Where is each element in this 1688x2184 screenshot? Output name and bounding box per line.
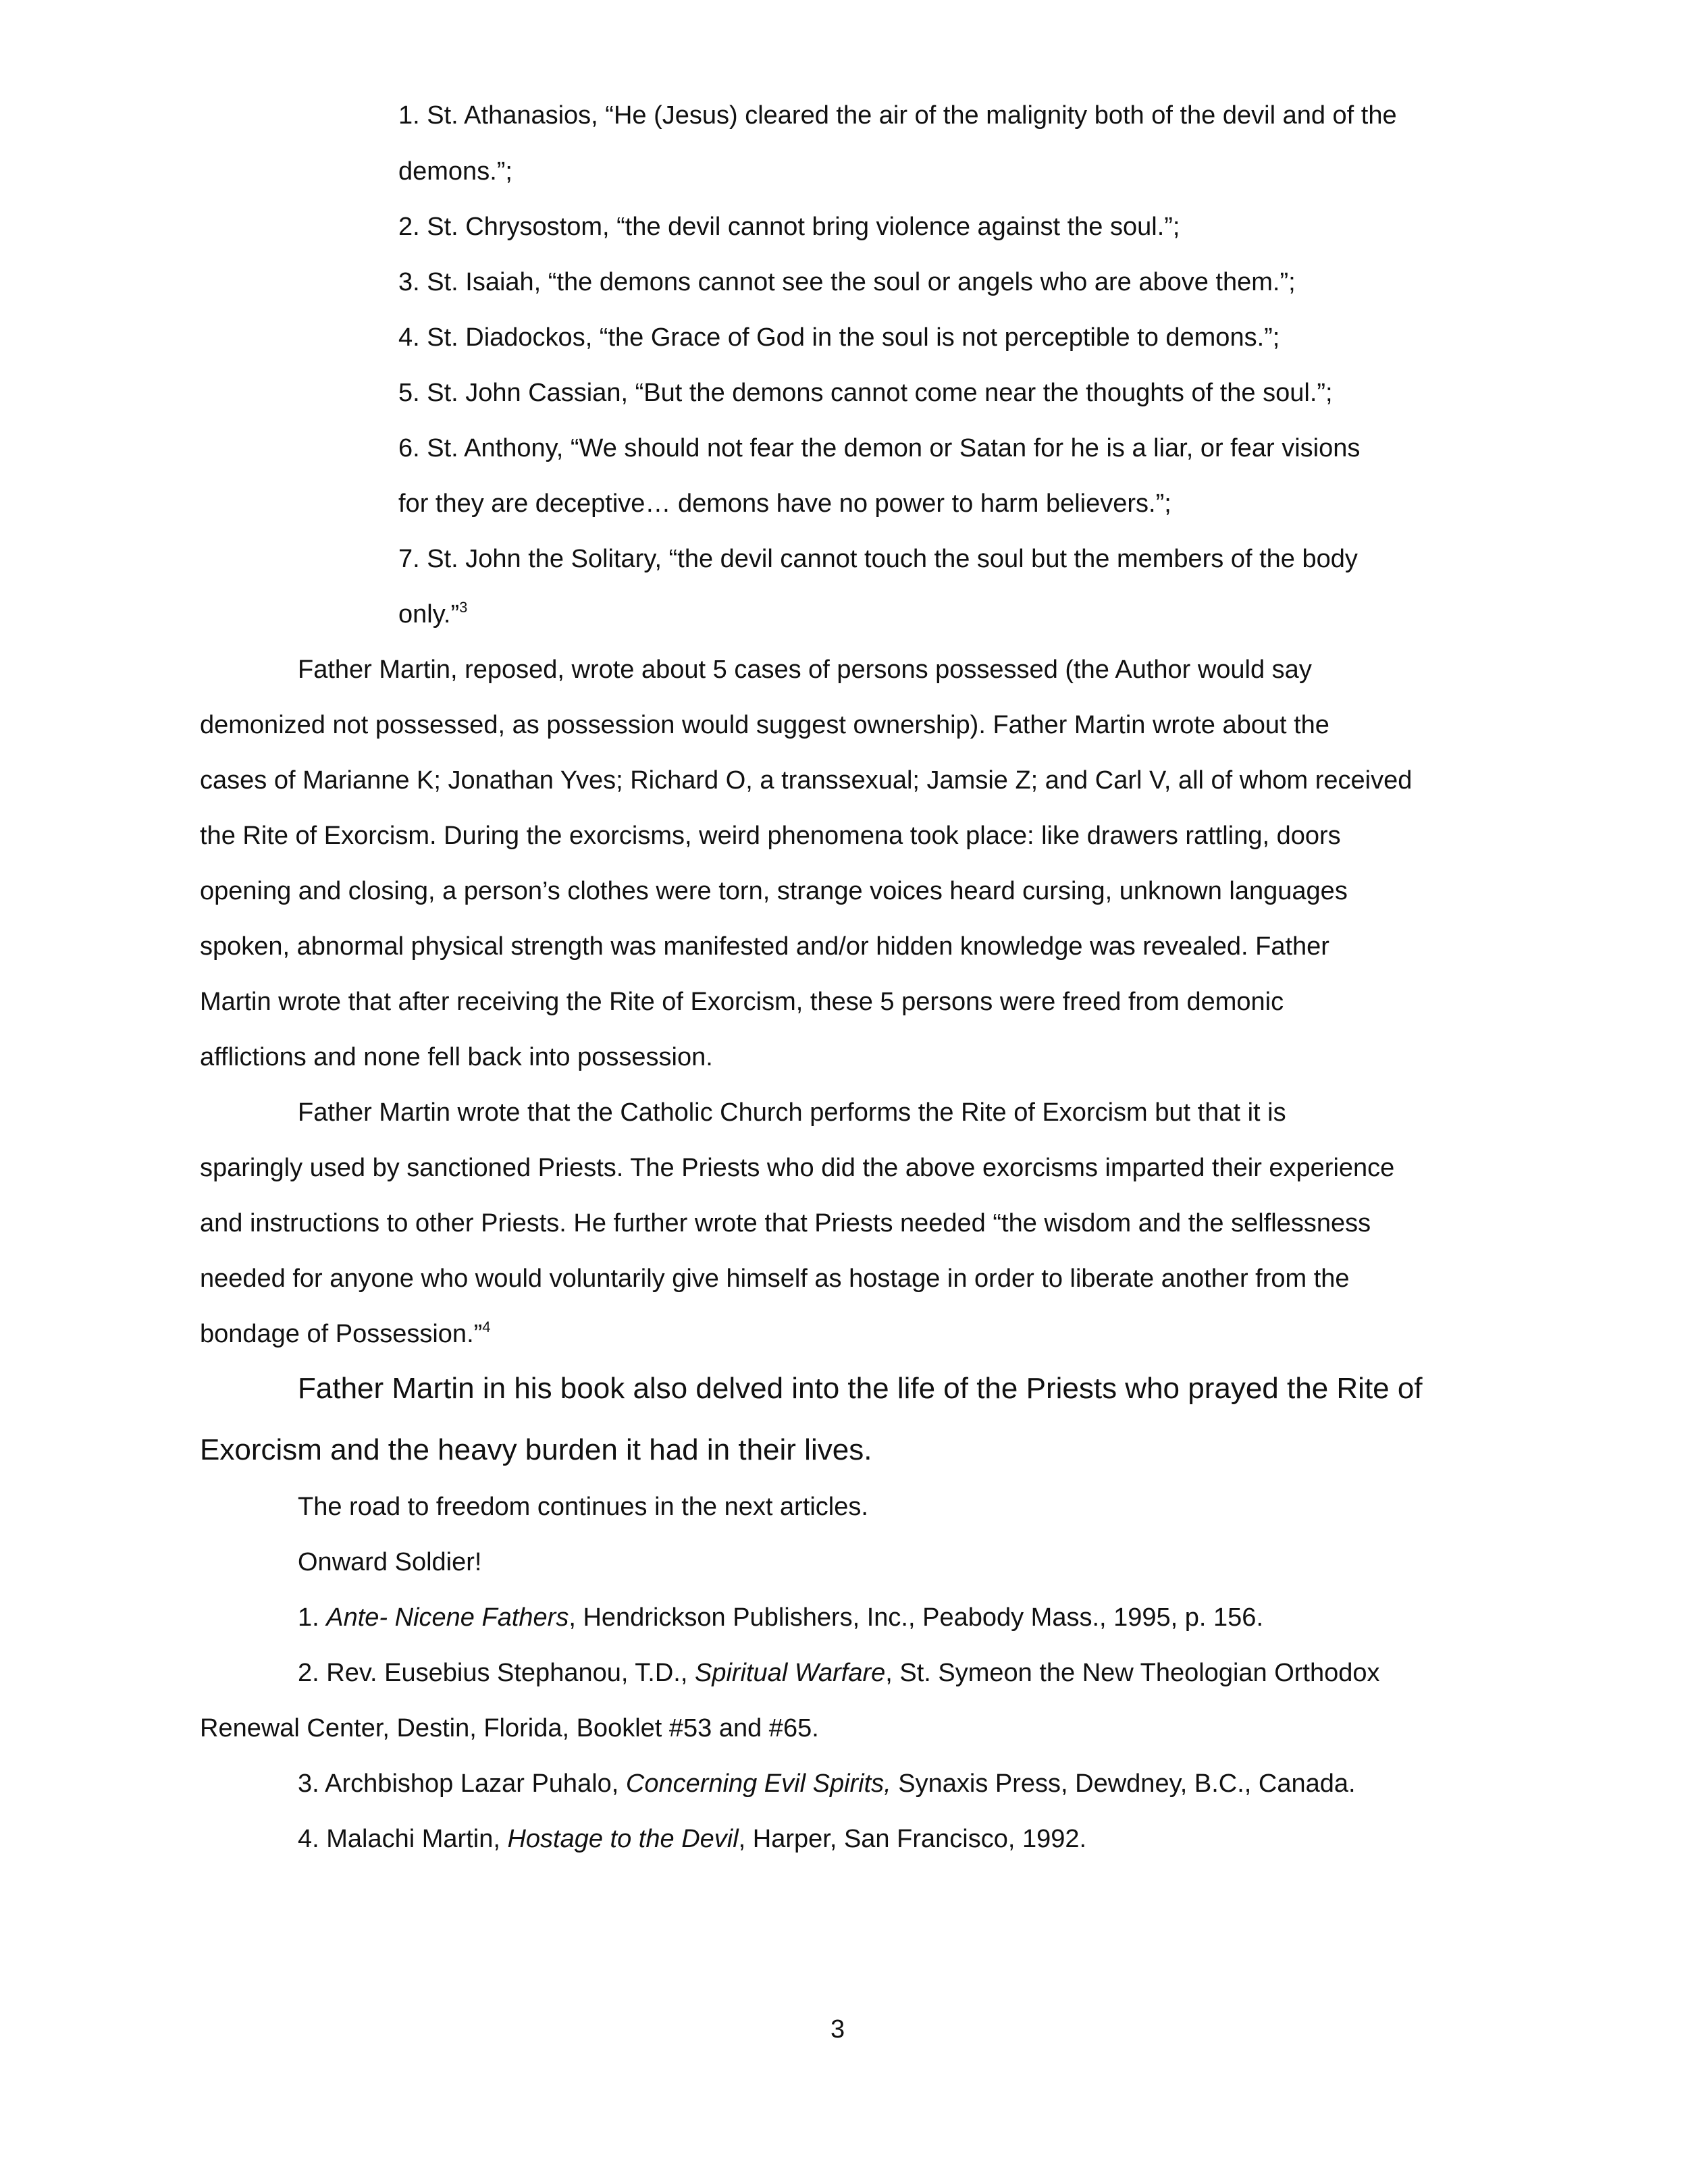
paragraph-line: Martin wrote that after receiving the Rite of Exorcism, these 5 persons were freed from demonic: [200, 988, 1284, 1016]
quote-4: 4. St. Diadockos, “the Grace of God in the soul is not perceptible to demons.”;: [398, 323, 1280, 352]
paragraph-line: the Rite of Exorcism. During the exorcisms, weird phenomena took place: like drawers rattling, doors: [200, 822, 1341, 850]
quote-6-line-2: for they are deceptive… demons have no power to harm believers.”;: [398, 489, 1171, 518]
paragraph-line: needed for anyone who would voluntarily give himself as hostage in order to liberate another from the: [200, 1264, 1350, 1293]
quote-5: 5. St. John Cassian, “But the demons cannot come near the thoughts of the soul.”;: [398, 379, 1333, 407]
paragraph-line: Father Martin, reposed, wrote about 5 cases of persons possessed (the Author would say: [298, 656, 1312, 684]
paragraph-line: demonized not possessed, as possession would suggest ownership). Father Martin wrote about the: [200, 711, 1329, 739]
quote-7-line-1: 7. St. John the Solitary, “the devil cannot touch the soul but the members of the body: [398, 545, 1358, 573]
reference-4: 4. Malachi Martin, Hostage to the Devil, Harper, San Francisco, 1992.: [298, 1825, 1087, 1853]
reference-1: 1. Ante- Nicene Fathers, Hendrickson Publishers, Inc., Peabody Mass., 1995, p. 156.: [298, 1603, 1263, 1632]
paragraph-line: Father Martin wrote that the Catholic Church performs the Rite of Exorcism but that it is: [298, 1098, 1286, 1127]
paragraph-line: bondage of Possession.”$^4$: [200, 1319, 491, 1348]
closing-line: The road to freedom continues in the next articles.: [298, 1493, 868, 1521]
footnote-ref-3: 3: [459, 599, 468, 616]
paragraph-line: Exorcism and the heavy burden it had in their lives.: [200, 1433, 872, 1466]
paragraph-line: sparingly used by sanctioned Priests. The Priests who did the above exorcisms imparted their experience: [200, 1154, 1395, 1182]
paragraph-line: Father Martin in his book also delved into the life of the Priests who prayed the Rite of: [298, 1372, 1423, 1405]
quote-7-line-2: only.”$^3$: [398, 599, 468, 629]
quote-3: 3. St. Isaiah, “the demons cannot see the soul or angels who are above them.”;: [398, 268, 1296, 296]
paragraph-line: and instructions to other Priests. He further wrote that Priests needed “the wisdom and the selflessness: [200, 1209, 1371, 1237]
reference-2-continued: Renewal Center, Destin, Florida, Booklet #53 and #65.: [200, 1714, 819, 1742]
quote-2: 2. St. Chrysostom, “the devil cannot bring violence against the soul.”;: [398, 213, 1180, 241]
footnote-ref-4: 4: [482, 1319, 491, 1335]
reference-3: 3. Archbishop Lazar Puhalo, Concerning Evil Spirits, Synaxis Press, Dewdney, B.C., Canada.: [298, 1769, 1356, 1798]
paragraph-line: opening and closing, a person’s clothes were torn, strange voices heard cursing, unknown languages: [200, 877, 1348, 905]
reference-2: 2. Rev. Eusebius Stephanou, T.D., Spiritual Warfare, St. Symeon the New Theologian Orthodox: [298, 1659, 1380, 1687]
paragraph-line: spoken, abnormal physical strength was manifested and/or hidden knowledge was revealed. Father: [200, 932, 1329, 961]
quote-1-line-2: demons.”;: [398, 157, 512, 186]
page-number: 3: [830, 2015, 845, 2044]
paragraph-line: afflictions and none fell back into possession.: [200, 1043, 713, 1071]
closing-line: Onward Soldier!: [298, 1548, 482, 1576]
quote-1-line-1: 1. St. Athanasios, “He (Jesus) cleared the air of the malignity both of the devil and of the: [398, 101, 1397, 130]
paragraph-line: cases of Marianne K; Jonathan Yves; Richard O, a transsexual; Jamsie Z; and Carl V, all of whom received: [200, 766, 1413, 795]
quote-6-line-1: 6. St. Anthony, “We should not fear the demon or Satan for he is a liar, or fear visions: [398, 434, 1361, 462]
